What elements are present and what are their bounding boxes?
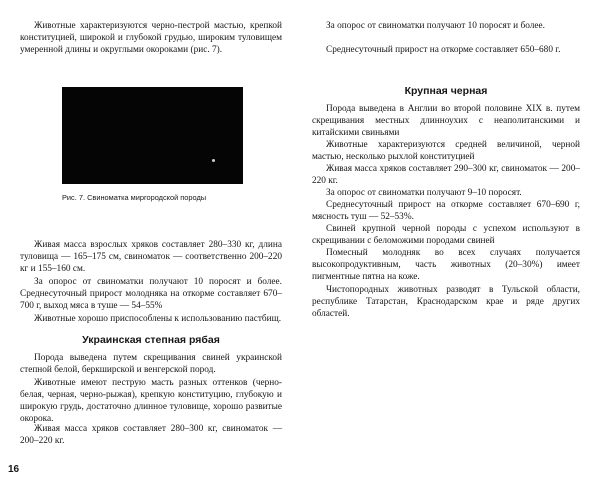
photo-highlight (212, 159, 215, 162)
paragraph-live-weight: Живая масса взрослых хряков составляет 280–330 кг, длина туловища — 165–175 см, свиноматок — соответственно 200–220 кг и 155–160 см. (20, 240, 282, 275)
paragraph-farrowing: За опорос от свиноматки получают 9–10 поросят. (326, 188, 522, 198)
paragraph-live-weight: Живая масса хряков составляет 290–300 кг, свиноматок — 200–220 кг. (312, 164, 580, 187)
paragraph-traits: Животные характеризуются средней величиной, черной мастью, несколько рыхлой конституцией (312, 140, 580, 163)
paragraph-gain: Среднесуточный прирост на откорме составляет 670–690 г, мясность туш — 52–53%. (312, 200, 580, 223)
paragraph-regions: Чистопородных животных разводят в Тульской области, республике Татарстан, Краснодарском крае и ряде других областей. (312, 285, 580, 320)
paragraph-crossbreeding: Свиней крупной черной породы с успехом используют в скрещивании с беломожими породами свиней (312, 224, 580, 247)
paragraph-piglets: За опорос от свиноматки получают 10 поросят и более. (326, 21, 545, 31)
paragraph-origin-england: Порода выведена в Англии во второй половине XIX в. путем скрещивания местных длинноухих с неаполитанскими и китайскими свиньями (312, 104, 580, 139)
paragraph-appearance: Животные имеют пеструю масть разных оттенков (черно-белая, черная, черно-рыжая), крепкую конституцию, глубокую и широкую грудь, достаточно длинное туловище, хорошо развитые окорока. (20, 378, 282, 425)
paragraph-origin: Порода выведена путем скрещивания свиней украинской степной белой, беркширской и венгерской пород. (20, 353, 282, 376)
section-heading-ukrainian: Украинская степная рябая (82, 334, 220, 346)
paragraph-hybrids: Помесный молодняк во всех случаях получается высокопродуктивным, часть животных (20–30%) имеет пигментные пятна на коже. (312, 248, 580, 283)
paragraph-weight: Живая масса хряков составляет 280–300 кг, свиноматок — 200–220 кг. (20, 424, 282, 447)
section-heading-large-black: Крупная черная (404, 85, 488, 97)
intro-paragraph: Животные характеризуются черно-пестрой мастью, крепкой конституцией, широкой и глубокой грудью, широким туловищем умеренной длины и округлыми окороками (рис. 7). (20, 21, 282, 56)
paragraph-pasture: Животные хорошо приспособлены к использованию пастбищ. (34, 314, 282, 324)
paragraph-farrowing: За опорос от свиноматки получают 10 поросят и более. Среднесуточный прирост молодняка на откорме составляет 670–700 г, выход мяса в туше — 54–55% (20, 277, 282, 312)
figure-caption: Рис. 7. Свиноматка миргородской породы (62, 193, 207, 202)
paragraph-daily-gain: Среднесуточный прирост на откорме составляет 650–680 г. (326, 45, 561, 55)
pig-photo (62, 87, 243, 184)
page-number: 16 (8, 464, 20, 475)
